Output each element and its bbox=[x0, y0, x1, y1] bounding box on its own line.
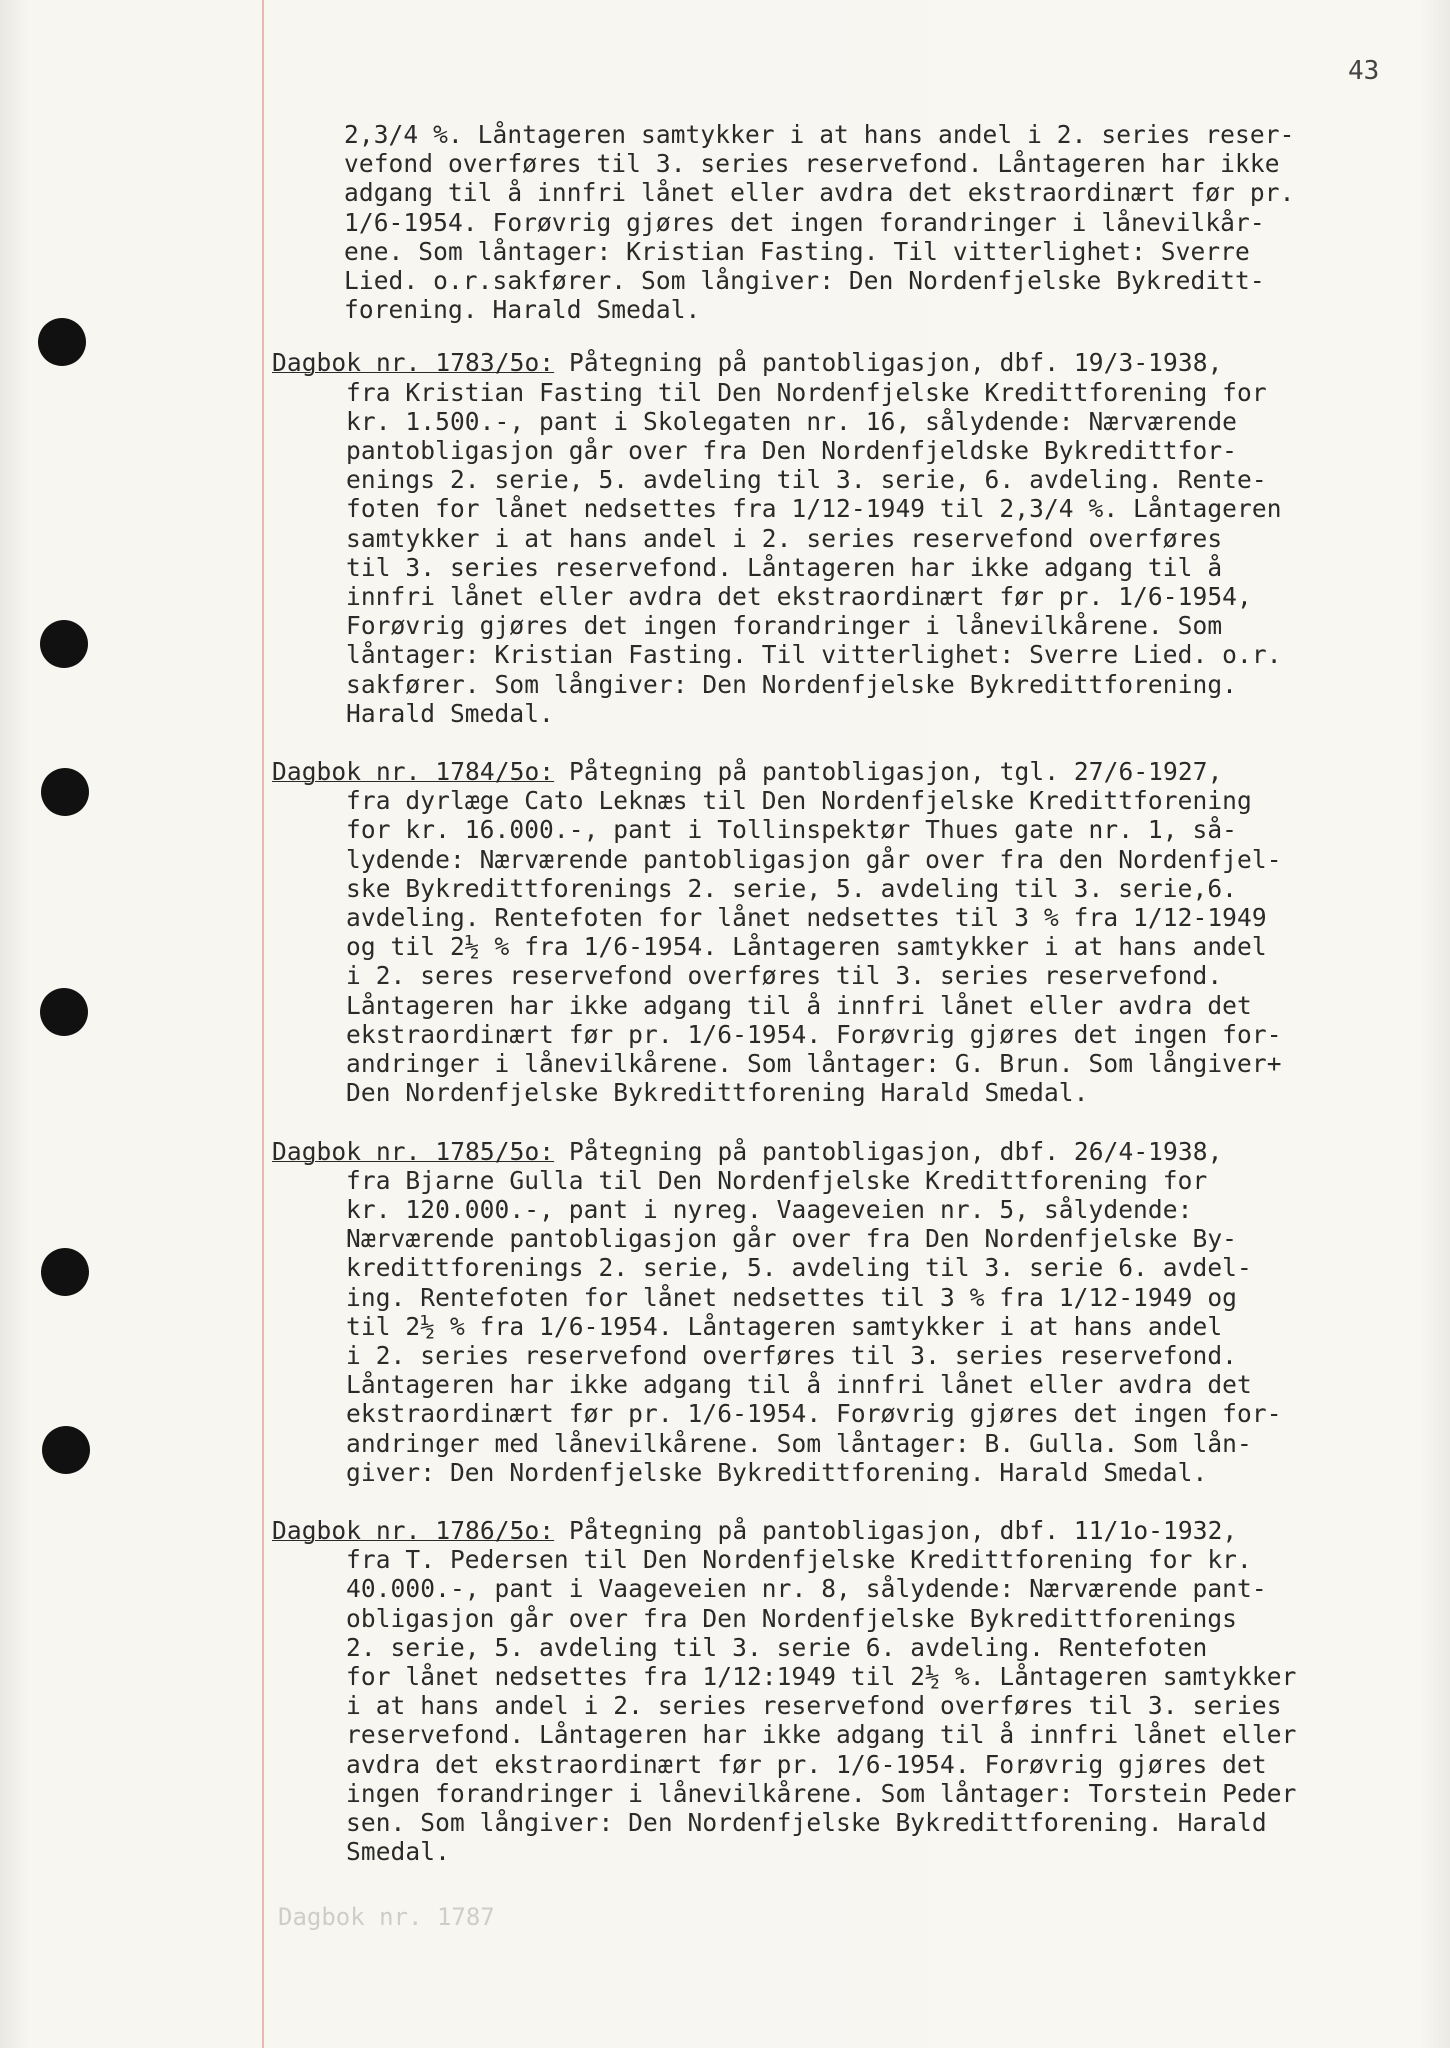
entry-label: Dagbok nr. 1783/5o: bbox=[272, 348, 555, 378]
binder-hole-2 bbox=[40, 620, 88, 668]
text-line: kr. 1.500.-, pant i Skolegaten nr. 16, sålydende: Nærværende bbox=[346, 406, 1238, 436]
text-line: samtykker i at hans andel i 2. series reservefond overføres bbox=[346, 523, 1223, 553]
text-line: i 2. series reservefond overføres til 3. series reservefond. bbox=[346, 1340, 1238, 1370]
text-line: låntager: Kristian Fasting. Til vitterlighet: Sverre Lied. o.r. bbox=[346, 640, 1282, 670]
binder-hole-3 bbox=[41, 768, 89, 816]
text-line: Smedal. bbox=[346, 1837, 450, 1867]
text-line: andringer med lånevilkårene. Som låntager: B. Gulla. Som lån- bbox=[346, 1428, 1252, 1458]
text-line: til 3. series reservefond. Låntageren har ikke adgang til å bbox=[346, 552, 1223, 582]
text-line: avdra det ekstraordinært før pr. 1/6-1954. Forøvrig gjøres det bbox=[346, 1749, 1267, 1779]
margin-rule bbox=[262, 0, 264, 2048]
text-line: sen. Som långiver: Den Nordenfjelske Bykredittforening. Harald bbox=[346, 1807, 1267, 1837]
entry-heading-line bbox=[272, 348, 1432, 377]
entry-label: Dagbok nr. 1785/5o: bbox=[272, 1136, 555, 1166]
ledger-entry-1784 bbox=[272, 757, 1432, 1107]
text-line: for kr. 16.000.-, pant i Tollinspektør Thues gate nr. 1, så- bbox=[346, 815, 1238, 845]
text-line: 2. serie, 5. avdeling til 3. serie 6. avdeling. Rentefoten bbox=[346, 1632, 1208, 1662]
text-line: reservefond. Låntageren har ikke adgang til å innfri lånet eller bbox=[346, 1720, 1297, 1750]
text-line: 40.000.-, pant i Vaageveien nr. 8, sålydende: Nærværende pant- bbox=[346, 1574, 1267, 1604]
text-line: ene. Som låntager: Kristian Fasting. Til vitterlighet: Sverre bbox=[344, 236, 1250, 266]
text-line: adgang til å innfri lånet eller avdra det ekstraordinært før pr. bbox=[344, 178, 1295, 208]
continuation-paragraph bbox=[344, 120, 1432, 324]
text-line: Forøvrig gjøres det ingen forandringer i lånevilkårene. Som bbox=[346, 611, 1223, 641]
text-line: obligasjon går over fra Den Nordenfjelske Bykredittforenings bbox=[346, 1603, 1238, 1633]
entry-heading-line bbox=[272, 757, 1432, 786]
text-line: Låntageren har ikke adgang til å innfri lånet eller avdra det bbox=[346, 1370, 1252, 1400]
text-line: i 2. seres reservefond overføres til 3. series reservefond. bbox=[346, 961, 1223, 991]
text-line: i at hans andel i 2. series reservefond overføres til 3. series bbox=[346, 1691, 1282, 1721]
binder-hole-4 bbox=[40, 988, 88, 1036]
text-line: 1/6-1954. Forøvrig gjøres det ingen forandringer i lånevilkår- bbox=[344, 207, 1265, 237]
text-line: fra Kristian Fasting til Den Nordenfjelske Kredittforening for bbox=[346, 377, 1267, 407]
text-line: Harald Smedal. bbox=[346, 698, 554, 728]
entry-label: Dagbok nr. 1786/5o: bbox=[272, 1515, 555, 1545]
text-line: innfri lånet eller avdra det ekstraordinært før pr. 1/6-1954, bbox=[346, 582, 1252, 612]
text-line: Den Nordenfjelske Bykredittforening Harald Smedal. bbox=[346, 1078, 1089, 1108]
binder-hole-6 bbox=[42, 1426, 90, 1474]
binder-hole-1 bbox=[38, 318, 86, 366]
ledger-entry-1785 bbox=[272, 1137, 1432, 1487]
faint-bleed-through-text: Dagbok nr. 1787 bbox=[278, 1903, 495, 1931]
text-line: avdeling. Rentefoten for lånet nedsettes til 3 % fra 1/12-1949 bbox=[346, 903, 1267, 933]
entry-heading-line bbox=[272, 1516, 1432, 1545]
page-number: 43 bbox=[1348, 56, 1380, 86]
binder-hole-5 bbox=[41, 1248, 89, 1296]
entry-heading-line bbox=[272, 1137, 1432, 1166]
text-line: Lied. o.r.sakfører. Som långiver: Den Nordenfjelske Bykreditt- bbox=[344, 266, 1265, 296]
text-line: ske Bykredittforenings 2. serie, 5. avdeling til 3. serie,6. bbox=[346, 873, 1238, 903]
text-line: andringer i lånevilkårene. Som låntager: G. Brun. Som långiver+ bbox=[346, 1049, 1282, 1079]
text-line: kredittforenings 2. serie, 5. avdeling til 3. serie 6. avdel- bbox=[346, 1253, 1252, 1283]
ledger-entry-1786 bbox=[272, 1516, 1432, 1866]
text-line: fra dyrlæge Cato Leknæs til Den Nordenfjelske Kredittforening bbox=[346, 786, 1252, 816]
text-line: ing. Rentefoten for lånet nedsettes til 3 % fra 1/12-1949 og bbox=[346, 1282, 1238, 1312]
text-line: ekstraordinært før pr. 1/6-1954. Forøvrig gjøres det ingen for- bbox=[346, 1399, 1282, 1429]
text-line: kr. 120.000.-, pant i nyreg. Vaageveien nr. 5, sålydende: bbox=[346, 1194, 1193, 1224]
text-line: Låntageren har ikke adgang til å innfri lånet eller avdra det bbox=[346, 990, 1252, 1020]
text-line: 2,3/4 %. Låntageren samtykker i at hans andel i 2. series reser- bbox=[344, 120, 1295, 149]
text-line: og til 2½ % fra 1/6-1954. Låntageren samtykker i at hans andel bbox=[346, 932, 1267, 962]
entry-first-line: Påtegning på pantobligasjon, tgl. 27/6-1927, bbox=[554, 757, 1223, 787]
entry-label: Dagbok nr. 1784/5o: bbox=[272, 757, 555, 787]
text-line: ekstraordinært før pr. 1/6-1954. Forøvrig gjøres det ingen for- bbox=[346, 1019, 1282, 1049]
text-line: enings 2. serie, 5. avdeling til 3. serie, 6. avdeling. Rente- bbox=[346, 465, 1267, 495]
text-line: foten for lånet nedsettes fra 1/12-1949 til 2,3/4 %. Låntageren bbox=[346, 494, 1282, 524]
entry-first-line: Påtegning på pantobligasjon, dbf. 26/4-1938, bbox=[554, 1136, 1223, 1166]
entries-container bbox=[272, 120, 1432, 1895]
text-line: vefond overføres til 3. series reservefond. Låntageren har ikke bbox=[344, 149, 1280, 179]
entry-first-line: Påtegning på pantobligasjon, dbf. 19/3-1938, bbox=[554, 348, 1223, 378]
text-line: for lånet nedsettes fra 1/12:1949 til 2½ %. Låntageren samtykker bbox=[346, 1661, 1297, 1691]
ledger-entry-1783 bbox=[272, 348, 1432, 728]
text-line: Nærværende pantobligasjon går over fra Den Nordenfjelske By- bbox=[346, 1224, 1238, 1254]
text-line: ingen forandringer i lånevilkårene. Som låntager: Torstein Peder bbox=[346, 1778, 1297, 1808]
text-line: fra Bjarne Gulla til Den Nordenfjelske Kredittforening for bbox=[346, 1165, 1208, 1195]
text-line: pantobligasjon går over fra Den Nordenfjeldske Bykredittfor- bbox=[346, 436, 1238, 466]
text-line: sakfører. Som långiver: Den Nordenfjelske Bykredittforening. bbox=[346, 669, 1238, 699]
text-line: til 2½ % fra 1/6-1954. Låntageren samtykker i at hans andel bbox=[346, 1311, 1223, 1341]
entry-first-line: Påtegning på pantobligasjon, dbf. 11/1o-1932, bbox=[554, 1515, 1238, 1545]
text-line: giver: Den Nordenfjelske Bykredittforening. Harald Smedal. bbox=[346, 1457, 1208, 1487]
text-line: fra T. Pedersen til Den Nordenfjelske Kredittforening for kr. bbox=[346, 1545, 1252, 1575]
text-line: lydende: Nærværende pantobligasjon går over fra den Nordenfjel- bbox=[346, 844, 1282, 874]
text-line: forening. Harald Smedal. bbox=[344, 295, 701, 325]
